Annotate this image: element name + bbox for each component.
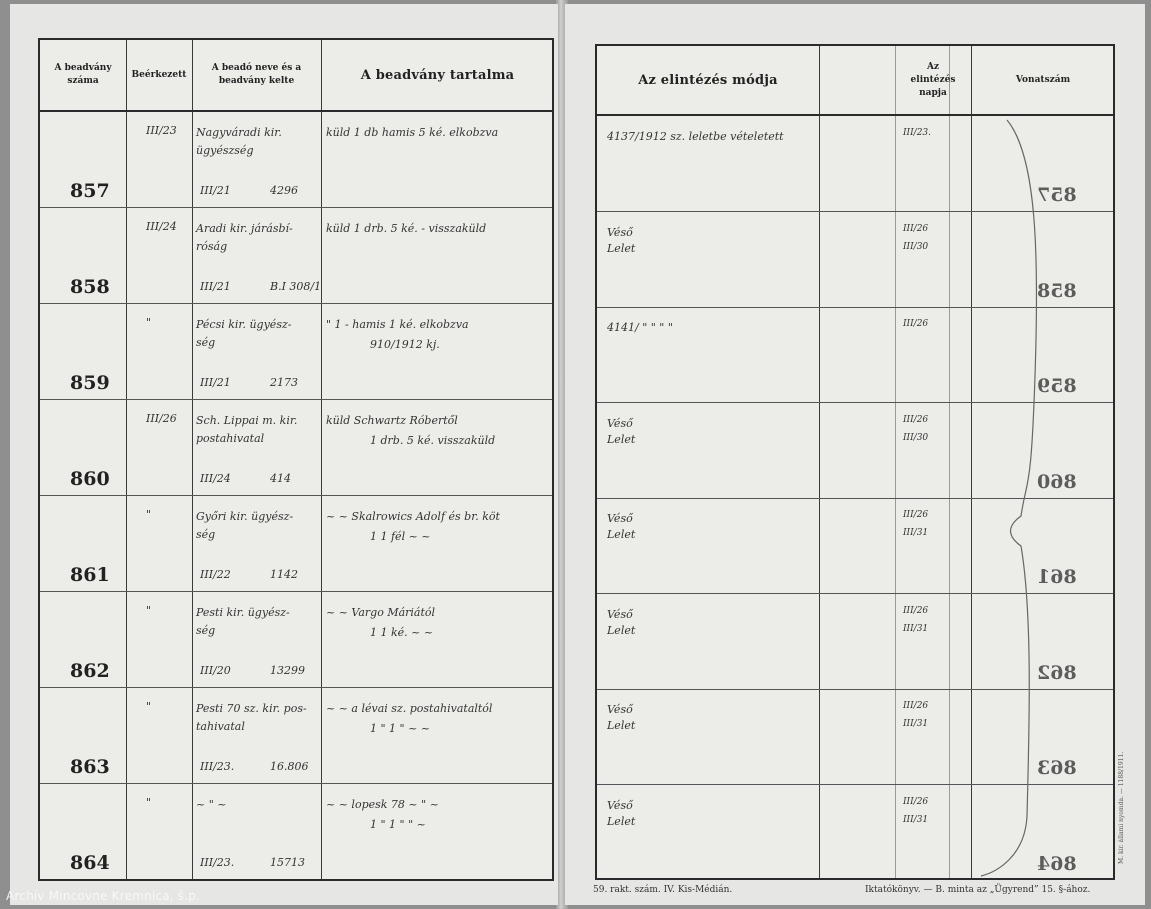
entry-number: 863 xyxy=(70,756,110,778)
sender-reference: 414 xyxy=(270,472,291,485)
sender-date: III/20 xyxy=(200,664,231,677)
resolution-line1: 4137/1912 sz. leletbe vételetett xyxy=(607,130,784,143)
sender-date: III/21 xyxy=(200,184,231,197)
resolution-day1: III/26 xyxy=(903,319,929,329)
entry-number: 864 xyxy=(70,852,110,874)
sender-reference: 16.806 xyxy=(270,760,309,773)
content-line1: küld 1 db hamis 5 ké. elkobzva xyxy=(326,126,499,139)
sender-name-line2: ség xyxy=(196,336,216,349)
sender-name-line1: Pesti kir. ügyész- xyxy=(196,606,290,619)
resolution-line1: Véső xyxy=(607,799,633,812)
content-line1: küld Schwartz Róbertől xyxy=(326,414,458,427)
resolution-line1: Véső xyxy=(607,512,633,525)
received-date: " xyxy=(146,316,152,329)
right-ledger-table xyxy=(595,44,1115,880)
mirrored-entry-number: 862 xyxy=(1037,662,1077,684)
header-received: Beérkezett xyxy=(131,69,187,80)
bracket-stroke xyxy=(977,116,1047,880)
resolution-line2: Lelet xyxy=(607,433,636,446)
sender-date: III/21 xyxy=(200,376,231,389)
header-sender: A beadó neve és a beadvány kelte xyxy=(211,63,302,86)
resolution-day2: III/30 xyxy=(903,433,929,443)
sender-reference: 2173 xyxy=(270,376,298,389)
header-signature: Vonatszám xyxy=(1015,74,1071,85)
resolution-line2: Lelet xyxy=(607,242,636,255)
entry-number: 860 xyxy=(70,468,110,490)
entry-number: 859 xyxy=(70,372,110,394)
sender-date: III/23. xyxy=(200,856,235,869)
sender-name-line1: Nagyváradi kir. xyxy=(196,126,282,139)
mirrored-entry-number: 864 xyxy=(1037,853,1077,875)
sender-date: III/24 xyxy=(200,472,231,485)
resolution-line1: Véső xyxy=(607,608,633,621)
entry-number: 862 xyxy=(70,660,110,682)
sender-reference: 4296 xyxy=(270,184,298,197)
content-line2: 1 " 1 " " ~ xyxy=(370,818,426,831)
content-line1: ~ ~ lopesk 78 ~ " ~ xyxy=(326,798,439,811)
header-mode: Az elintézés módja xyxy=(638,72,778,88)
sender-name-line1: ~ " ~ xyxy=(196,798,227,811)
content-line1: ~ ~ a lévai sz. postahivataltól xyxy=(326,702,493,715)
mirrored-entry-number: 860 xyxy=(1037,471,1077,493)
resolution-day2: III/31 xyxy=(903,528,929,538)
entry-number: 857 xyxy=(70,180,110,202)
sender-name-line2: róság xyxy=(196,240,228,253)
received-date: " xyxy=(146,796,152,809)
sender-name-line1: Aradi kir. járásbí- xyxy=(196,222,293,235)
resolution-line1: Véső xyxy=(607,703,633,716)
resolution-line2: Lelet xyxy=(607,528,636,541)
header-content: A beadvány tartalma xyxy=(360,67,515,83)
resolution-day1: III/26 xyxy=(903,415,929,425)
sender-name-line2: ség xyxy=(196,624,216,637)
resolution-line1: 4141/ " " " " xyxy=(607,321,673,334)
resolution-day1: III/26 xyxy=(903,701,929,711)
mirrored-entry-number: 861 xyxy=(1037,566,1077,588)
content-line2: 910/1912 kj. xyxy=(370,338,440,351)
resolution-day1: III/26 xyxy=(903,510,929,520)
mirrored-entry-number: 859 xyxy=(1037,375,1077,397)
left-ledger-table xyxy=(38,38,554,881)
resolution-line1: Véső xyxy=(607,417,633,430)
resolution-day2: III/31 xyxy=(903,719,929,729)
left-page xyxy=(10,4,558,905)
sender-name-line1: Pesti 70 sz. kir. pos- xyxy=(196,702,307,715)
mirrored-entry-number: 857 xyxy=(1037,184,1077,206)
resolution-day2: III/31 xyxy=(903,624,929,634)
sender-name-line2: ség xyxy=(196,528,216,541)
content-line2: 1 1 ké. ~ ~ xyxy=(370,626,434,639)
sender-reference: 1142 xyxy=(270,568,298,581)
resolution-line2: Lelet xyxy=(607,624,636,637)
received-date: III/26 xyxy=(146,412,177,425)
footer-left: 59. rakt. szám. IV. Kis-Médián. xyxy=(593,885,733,895)
sender-date: III/22 xyxy=(200,568,231,581)
header-date: Az elintézés napja xyxy=(910,61,956,98)
received-date: " xyxy=(146,604,152,617)
sender-date: III/21 xyxy=(200,280,231,293)
sender-reference: B.I 308/1 xyxy=(270,280,322,293)
content-line1: küld 1 drb. 5 ké. - visszaküld xyxy=(326,222,487,235)
content-line1: " 1 - hamis 1 ké. elkobzva xyxy=(326,318,469,331)
sender-reference: 15713 xyxy=(270,856,305,869)
mirrored-entry-number: 863 xyxy=(1037,757,1077,779)
resolution-day1: III/26 xyxy=(903,797,929,807)
received-date: " xyxy=(146,508,152,521)
sender-name-line2: tahivatal xyxy=(196,720,245,733)
entry-number: 858 xyxy=(70,276,110,298)
resolution-line2: Lelet xyxy=(607,719,636,732)
header-number: A beadvány száma xyxy=(54,63,112,86)
received-date: " xyxy=(146,700,152,713)
received-date: III/24 xyxy=(146,220,177,233)
resolution-day1: III/23. xyxy=(903,128,932,138)
sender-name-line1: Sch. Lippai m. kir. xyxy=(196,414,298,427)
content-line2: 1 " 1 " ~ ~ xyxy=(370,722,431,735)
resolution-line2: Lelet xyxy=(607,815,636,828)
resolution-day2: III/31 xyxy=(903,815,929,825)
resolution-line1: Véső xyxy=(607,226,633,239)
archive-watermark: Archív Mincovne Kremnica, š.p. xyxy=(6,889,201,903)
sender-name-line2: postahivatal xyxy=(196,432,265,445)
entry-number: 861 xyxy=(70,564,110,586)
footer-right: Iktatókönyv. — B. minta az „Ügyrend” 15. §-ához. xyxy=(865,885,1091,895)
sender-name-line1: Győri kir. ügyész- xyxy=(196,510,294,523)
content-line1: ~ ~ Skalrowics Adolf és br. köt xyxy=(326,510,500,523)
resolution-day1: III/26 xyxy=(903,606,929,616)
printer-note: M. kir. állami nyomda. — 1188/1911. xyxy=(1118,751,1125,864)
sender-reference: 13299 xyxy=(270,664,305,677)
sender-name-line1: Pécsi kir. ügyész- xyxy=(196,318,292,331)
mirrored-entry-number: 858 xyxy=(1037,280,1077,302)
right-page xyxy=(565,4,1145,905)
received-date: III/23 xyxy=(146,124,177,137)
content-line1: ~ ~ Vargo Máriától xyxy=(326,606,436,619)
resolution-day2: III/30 xyxy=(903,242,929,252)
sender-name-line2: ügyészség xyxy=(196,144,254,157)
content-line2: 1 drb. 5 ké. visszaküld xyxy=(370,434,496,447)
sender-date: III/23. xyxy=(200,760,235,773)
resolution-day1: III/26 xyxy=(903,224,929,234)
content-line2: 1 1 fél ~ ~ xyxy=(370,530,431,543)
